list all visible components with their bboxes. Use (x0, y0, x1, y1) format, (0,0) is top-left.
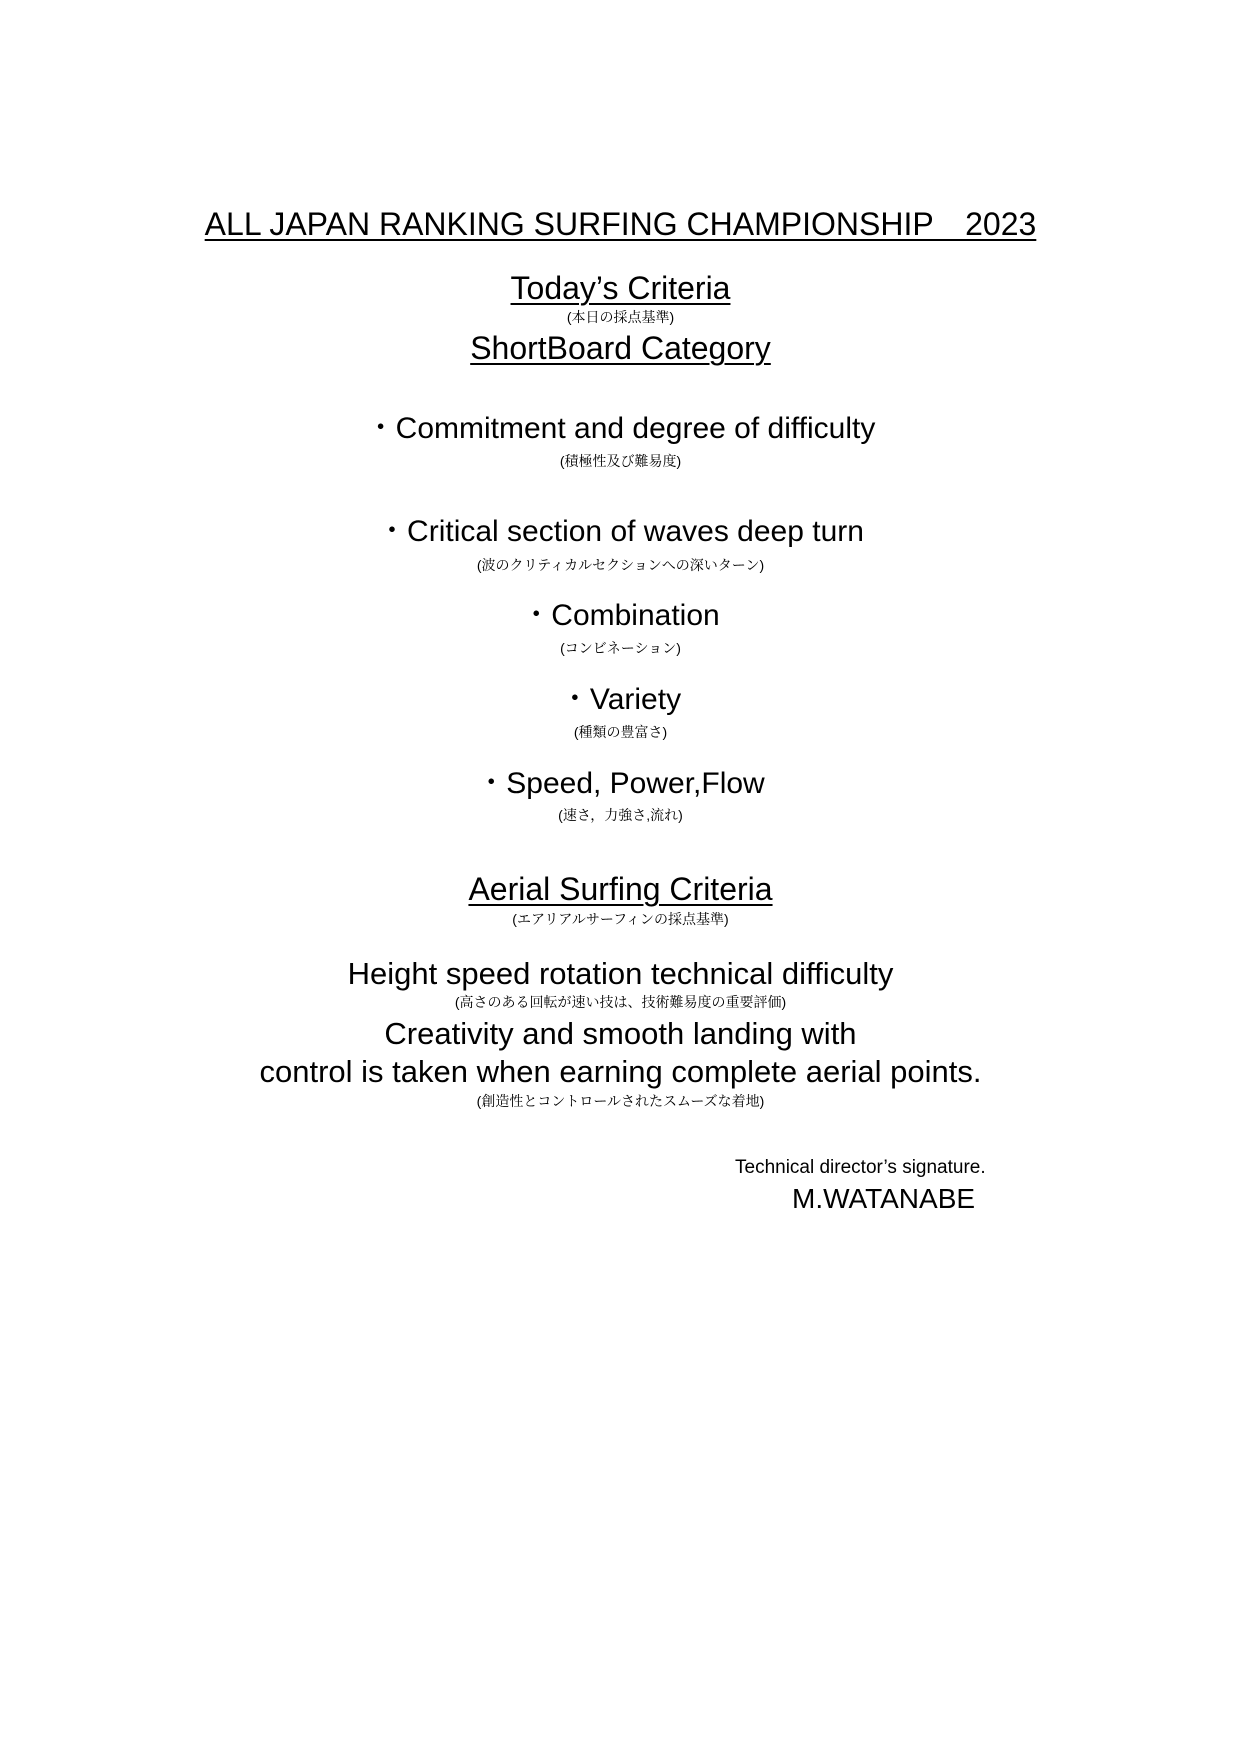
event-title: ALL JAPAN RANKING SURFING CHAMPIONSHIP 2023 (204, 206, 1037, 242)
criteria-item-commitment: ・Commitment and degree of difficulty (365, 412, 876, 445)
criteria-item-combination: ・Combination (521, 599, 720, 632)
aerial-criteria-line-1: Height speed rotation technical difficulty (347, 956, 894, 991)
criteria-heading-note: (本日の採点基準) (566, 309, 675, 325)
category-heading: ShortBoard Category (470, 330, 771, 366)
aerial-criteria-line-2: Creativity and smooth landing with (384, 1016, 857, 1051)
signature-name: M.WATANABE (792, 1183, 976, 1214)
criteria-item-critical-section: ・Critical section of waves deep turn (377, 515, 864, 548)
aerial-criteria-line-3: control is taken when earning complete aerial points. (259, 1054, 982, 1089)
aerial-heading: Aerial Surfing Criteria (468, 871, 773, 907)
criteria-item-variety: ・Variety (559, 683, 682, 716)
criteria-item-commitment-note: (積極性及び難易度) (559, 453, 682, 469)
signature-label: Technical director’s signature. (735, 1157, 986, 1178)
criteria-heading: Today’s Criteria (510, 270, 731, 306)
criteria-item-speed-power-flow-note: (速さ，力強さ,流れ) (558, 807, 683, 823)
criteria-item-variety-note: (種類の豊富さ) (573, 724, 668, 740)
criteria-item-combination-note: (コンビネーション) (560, 640, 681, 656)
criteria-item-speed-power-flow: ・Speed, Power,Flow (476, 767, 765, 800)
aerial-criteria-line-3-note: (創造性とコントロールされたスムーズな着地) (476, 1093, 765, 1109)
criteria-item-critical-section-note: (波のクリティカルセクションへの深いターン) (476, 557, 765, 573)
aerial-criteria-line-1-note: (高さのある回転が速い技は、技術難易度の重要評価) (454, 994, 787, 1010)
aerial-heading-note: (エアリアルサーフィンの採点基準) (512, 911, 729, 927)
